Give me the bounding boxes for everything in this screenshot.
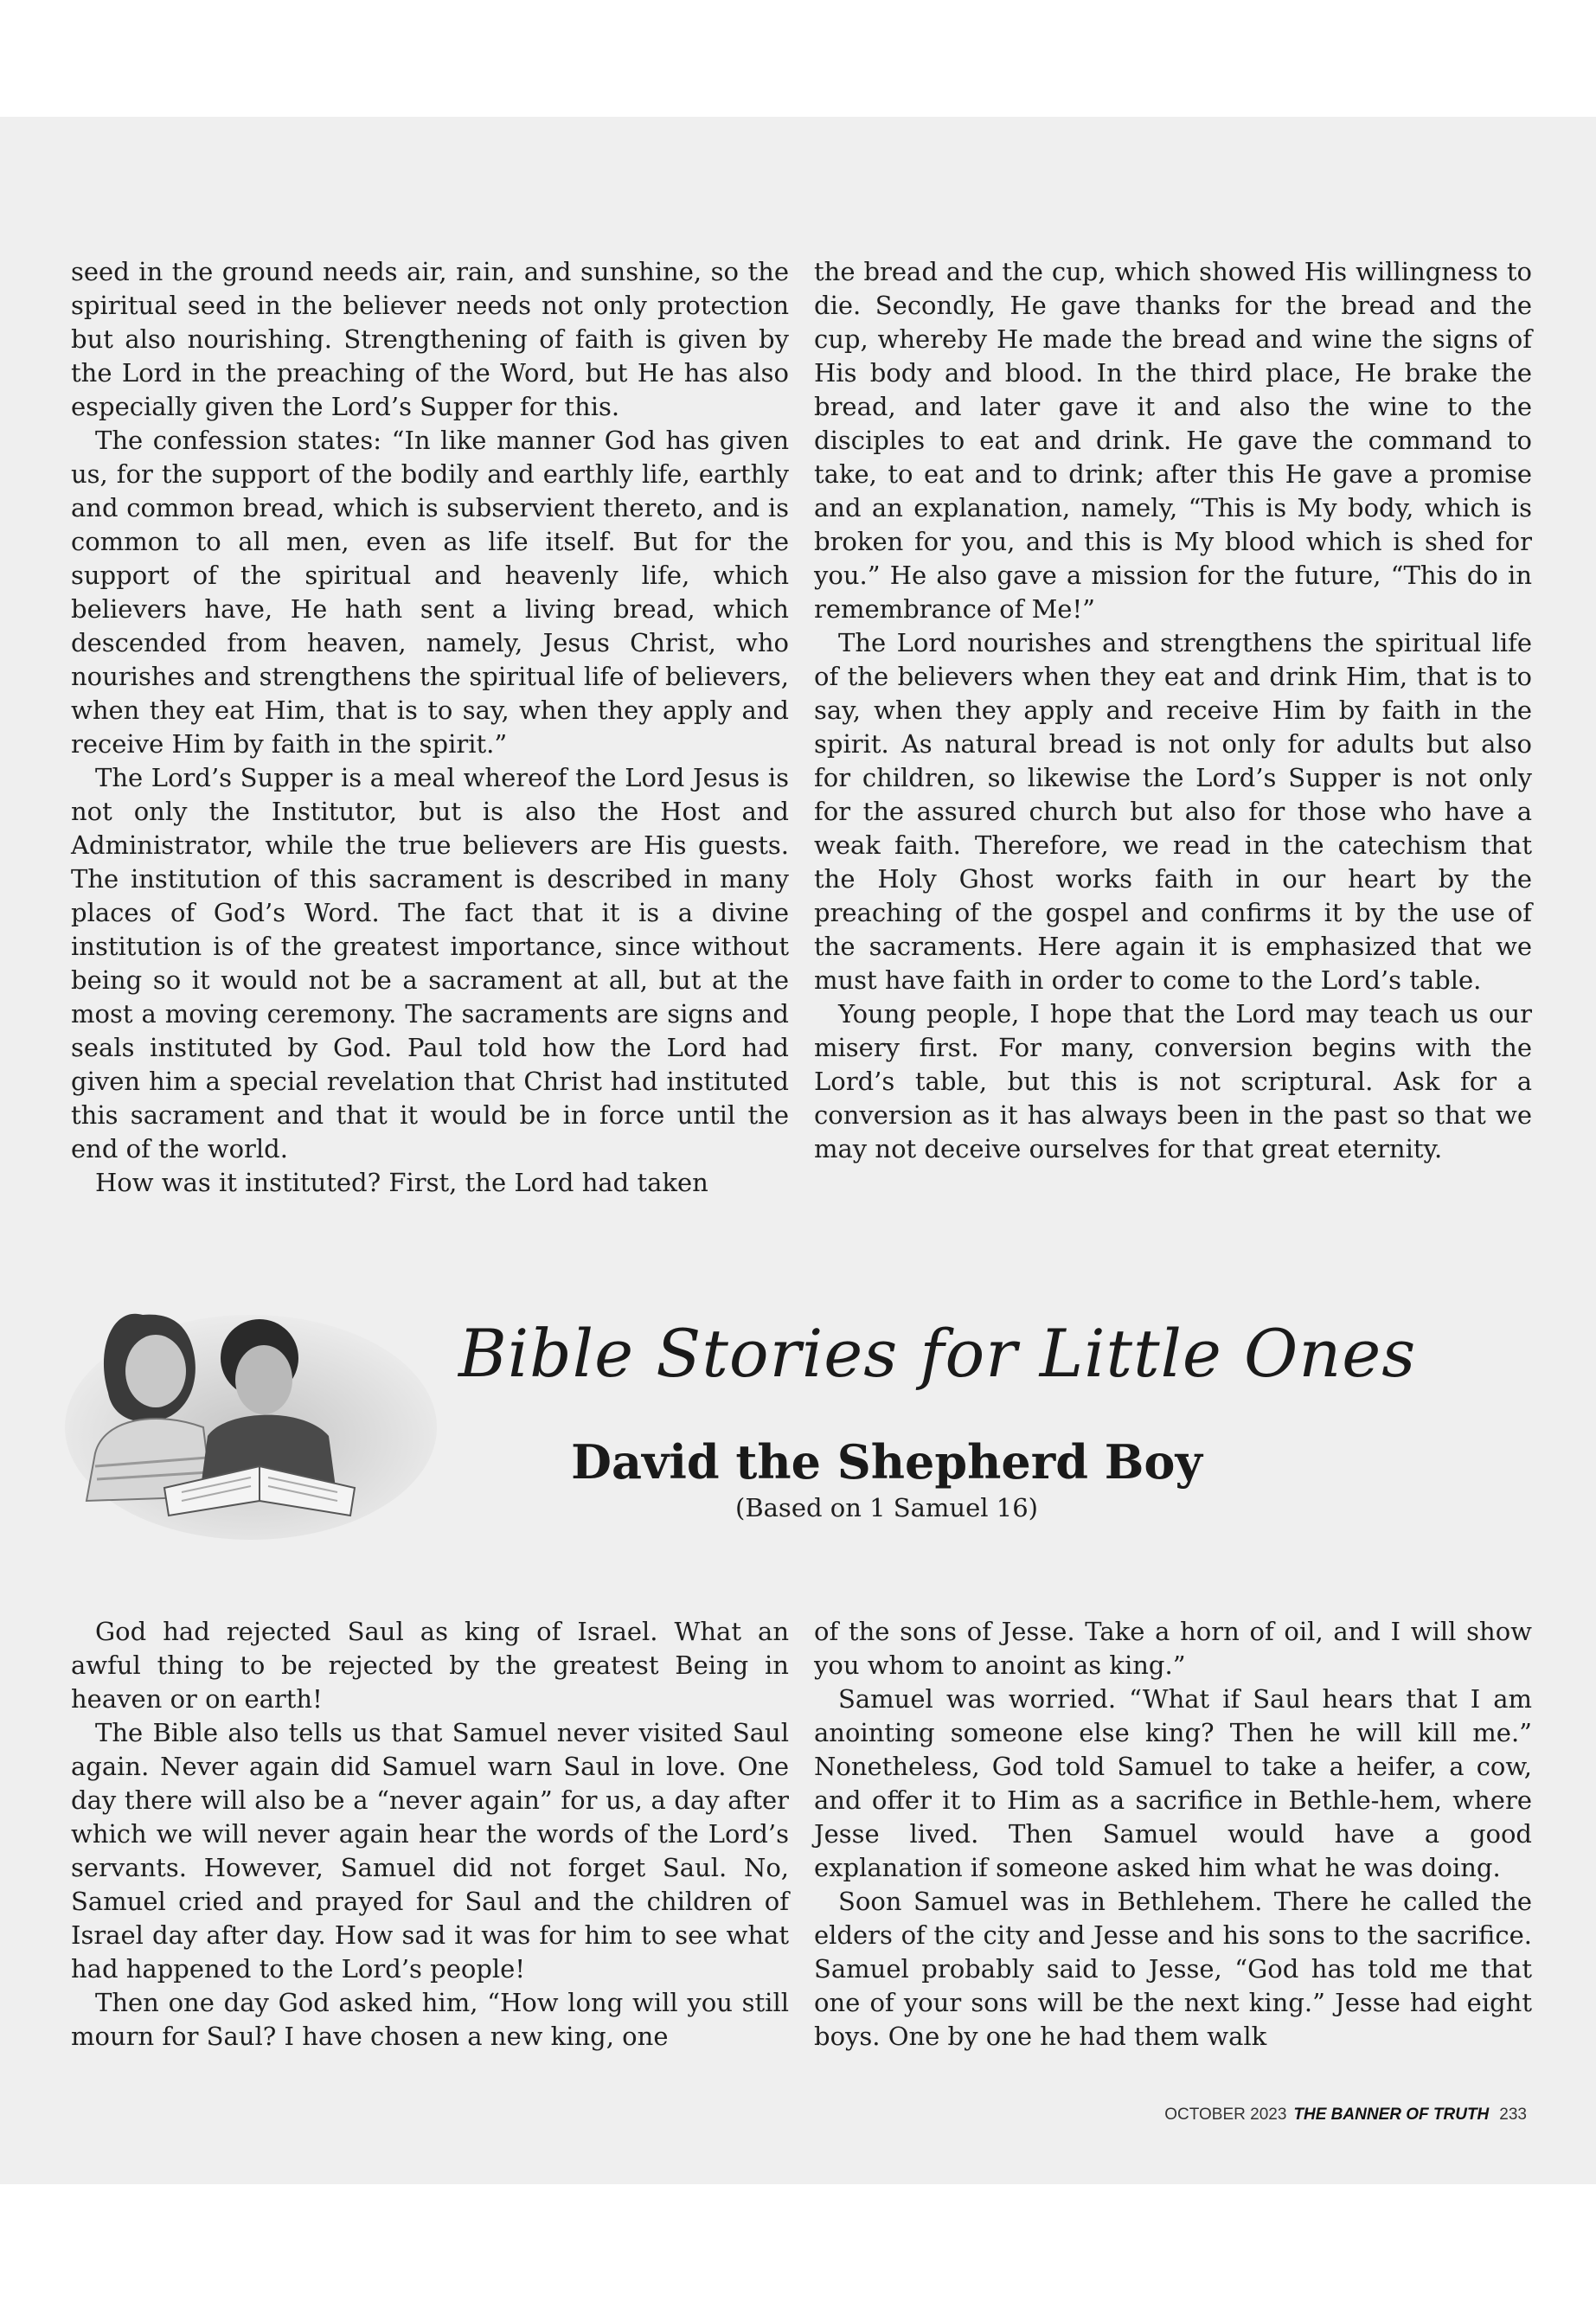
story-paragraph: Samuel was worried. “What if Saul hears that I am anointing someone else king? Then he will kill me.” Nonetheless, God told Samuel to take a heifer, a cow, and offer it to Him as a sacrifice in Bethle-hem, where Jesse lived. Then Samuel would have a good explanation if someone asked him what he was doing.: [814, 1684, 1532, 1882]
story-title: David the Shepherd Boy: [571, 1434, 1202, 1490]
article-paragraph: seed in the ground needs air, rain, and sunshine, so the spiritual seed in the believer needs not only protection but also nourishing. Strengthening of faith is given by the Lord in the preaching of the Word, but He has also especially given the Lord’s Supper for this.: [71, 257, 789, 421]
story-paragraph: Soon Samuel was in Bethlehem. There he called the elders of the city and Jesse and his sons to the sacrifice. Samuel probably said to Jesse, “God has told me that one of your sons will be the next king.” Jesse had eight boys. One by one he had them walk: [814, 1887, 1532, 2051]
story-column-left: [71, 1615, 789, 2054]
article-paragraph: Young people, I hope that the Lord may teach us our misery first. For many, conversion begins with the Lord’s table, but this is not scriptural. Ask for a conversion as it has always been in the past so that we may not deceive ourselves for that great eternity.: [814, 999, 1532, 1163]
story-paragraph: of the sons of Jesse. Take a horn of oil, and I will show you whom to anoint as king.”: [814, 1617, 1532, 1680]
story-paragraph: God had rejected Saul as king of Israel. What an awful thing to be rejected by the greatest Being in heaven or on earth!: [71, 1617, 789, 1714]
page-number: 233: [1499, 2106, 1527, 2124]
article-paragraph: The confession states: “In like manner God has given us, for the support of the bodily and earthly life, earthly and common bread, which is subservient thereto, and is common to all men, even as life itself. But for the support of the spiritual and heavenly life, which believers have, He hath sent a living bread, which descended from heaven, namely, Jesus Christ, who nourishes and strengthens the spiritual life of believers, when they eat Him, that is to say, when they apply and receive Him by faith in the spirit.”: [71, 426, 789, 759]
section-title: Bible Stories for Little Ones: [458, 1315, 1417, 1392]
children-reading-bible-image: [61, 1280, 441, 1540]
story-paragraph: The Bible also tells us that Samuel never visited Saul again. Never again did Samuel warn Saul in love. One day there will also be a “never again” for us, a day after which we will never again hear the words of the Lord’s servants. However, Samuel did not forget Saul. No, Samuel cried and prayed for Saul and the children of Israel day after day. How sad it was for him to see what had happened to the Lord’s people!: [71, 1718, 789, 1984]
article-paragraph: The Lord’s Supper is a meal whereof the Lord Jesus is not only the Institutor, but is also the Host and Administrator, while the true believers are His guests. The institution of this sacrament is described in many places of God’s Word. The fact that it is a divine institution is of the greatest importance, since without being so it would not be a sacrament at all, but at the most a moving ceremony. The sacraments are signs and seals instituted by God. Paul told how the Lord had given him a special revelation that Christ had instituted this sacrament and that it would be in force until the end of the world.: [71, 763, 789, 1163]
article-column-right: [814, 255, 1532, 1166]
footer-publication: THE BANNER OF TRUTH: [1293, 2106, 1490, 2124]
story-column-right: [814, 1615, 1532, 2054]
article-column-left: [71, 255, 789, 1200]
story-subtitle: (Based on 1 Samuel 16): [735, 1493, 1038, 1522]
article-paragraph: the bread and the cup, which showed His willingness to die. Secondly, He gave thanks for the bread and the cup, whereby He made the bread and wine the signs of His body and blood. In the third place, He brake the bread, and later gave it and also the wine to the disciples to eat and drink. He gave the command to take, to eat and to drink; after this He gave a promise and an explanation, namely, “This is My body, which is broken for you, and this is My blood which is shed for you.” He also gave a mission for the future, “This do in remembrance of Me!”: [814, 257, 1532, 624]
footer-date: OCTOBER 2023: [1164, 2106, 1287, 2124]
article-paragraph: The Lord nourishes and strengthens the spiritual life of the believers when they eat and drink Him, that is to say, when they apply and receive Him by faith in the spirit. As natural bread is not only for adults but also for children, so likewise the Lord’s Supper is not only for the assured church but also for those who have a weak faith. Therefore, we read in the catechism that the Holy Ghost works faith in our heart by the preaching of the gospel and confirms it by the use of the sacraments. Here again it is emphasized that we must have faith in order to come to the Lord’s table.: [814, 628, 1532, 995]
article-paragraph: How was it instituted? First, the Lord had taken: [95, 1168, 708, 1197]
story-paragraph: Then one day God asked him, “How long will you still mourn for Saul? I have chosen a new king, one: [71, 1988, 789, 2051]
page-footer: [1164, 2106, 1527, 2125]
